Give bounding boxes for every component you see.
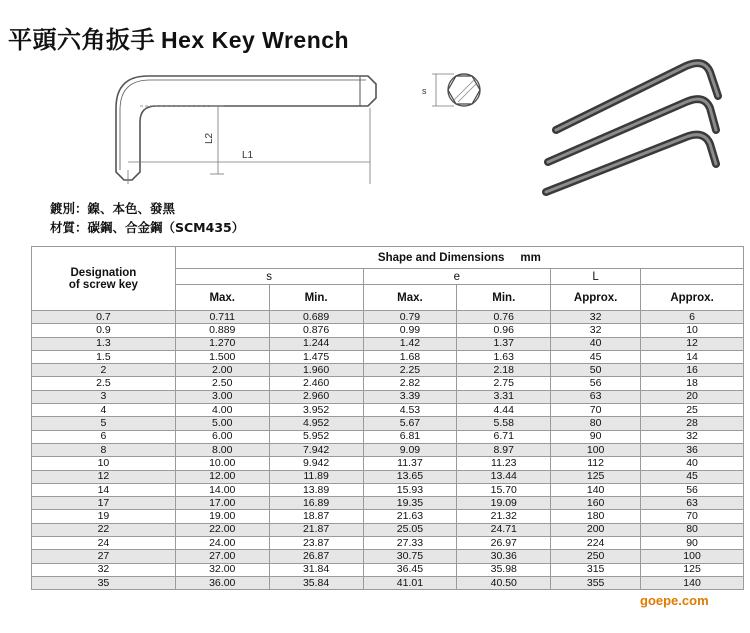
s-max-header: Max. — [175, 285, 269, 311]
plating-note: 鍍別：鎳、本色、發黑 — [50, 201, 176, 216]
table-cell: 30.36 — [457, 550, 551, 563]
table-cell: 32 — [32, 563, 176, 576]
e-min-header: Min. — [457, 285, 551, 311]
table-cell: 20 — [641, 390, 744, 403]
l1-approx-header: Approx. — [551, 285, 641, 311]
table-row — [32, 337, 744, 350]
table-cell: 0.7 — [32, 311, 176, 324]
table-cell: 2.460 — [269, 377, 363, 390]
table-cell: 50 — [551, 364, 641, 377]
hex-key-photo — [536, 52, 736, 202]
table-cell: 125 — [551, 470, 641, 483]
table-row — [32, 350, 744, 363]
table-cell: 17 — [32, 497, 176, 510]
table-cell: 5 — [32, 417, 176, 430]
table-cell: 40 — [641, 457, 744, 470]
table-cell: 24.71 — [457, 523, 551, 536]
table-cell: 10 — [32, 457, 176, 470]
table-cell: 70 — [551, 404, 641, 417]
watermark: goepe.com — [640, 593, 709, 608]
table-cell: 32 — [641, 430, 744, 443]
table-cell: 315 — [551, 563, 641, 576]
table-cell: 15.93 — [363, 483, 457, 496]
table-row — [32, 457, 744, 470]
table-cell: 28 — [641, 417, 744, 430]
table-cell: 27 — [32, 550, 176, 563]
table-cell: 250 — [551, 550, 641, 563]
table-cell: 15.70 — [457, 483, 551, 496]
table-row — [32, 364, 744, 377]
table-cell: 1.500 — [175, 350, 269, 363]
table-cell: 1.3 — [32, 337, 176, 350]
table-row — [32, 510, 744, 523]
table-cell: 11.37 — [363, 457, 457, 470]
table-cell: 16.89 — [269, 497, 363, 510]
table-cell: 14 — [641, 350, 744, 363]
table-cell: 6.71 — [457, 430, 551, 443]
table-row — [32, 324, 744, 337]
table-cell: 1.270 — [175, 337, 269, 350]
table-cell: 1.63 — [457, 350, 551, 363]
table-cell: 23.87 — [269, 537, 363, 550]
table-cell: 100 — [551, 443, 641, 456]
table-cell: 22.00 — [175, 523, 269, 536]
table-cell: 19 — [32, 510, 176, 523]
table-cell: 1.475 — [269, 350, 363, 363]
table-cell: 26.87 — [269, 550, 363, 563]
table-cell: 32 — [551, 311, 641, 324]
table-cell: 13.89 — [269, 483, 363, 496]
table-cell: 25 — [641, 404, 744, 417]
table-cell: 0.79 — [363, 311, 457, 324]
l-header: L — [551, 269, 641, 285]
table-cell: 0.876 — [269, 324, 363, 337]
table-cell: 5.00 — [175, 417, 269, 430]
table-cell: 30.75 — [363, 550, 457, 563]
table-cell: 24 — [32, 537, 176, 550]
table-cell: 4.44 — [457, 404, 551, 417]
table-row — [32, 537, 744, 550]
table-cell: 3.952 — [269, 404, 363, 417]
table-cell: 24.00 — [175, 537, 269, 550]
table-cell: 12 — [32, 470, 176, 483]
table-cell: 22 — [32, 523, 176, 536]
table-row — [32, 523, 744, 536]
table-cell: 3.39 — [363, 390, 457, 403]
table-cell: 12 — [641, 337, 744, 350]
designation-header: Designation of screw key — [32, 247, 176, 311]
table-cell: 63 — [551, 390, 641, 403]
table-row — [32, 563, 744, 576]
shape-dimensions-header: Shape and Dimensions mm — [175, 247, 743, 269]
table-cell: 14 — [32, 483, 176, 496]
table-row — [32, 576, 744, 589]
table-cell: 16 — [641, 364, 744, 377]
table-cell: 4 — [32, 404, 176, 417]
e-max-header: Max. — [363, 285, 457, 311]
table-cell: 9.942 — [269, 457, 363, 470]
table-cell: 31.84 — [269, 563, 363, 576]
table-cell: 14.00 — [175, 483, 269, 496]
table-cell: 2.82 — [363, 377, 457, 390]
hex-key-technical-drawing — [92, 62, 490, 192]
table-cell: 8.00 — [175, 443, 269, 456]
table-cell: 11.89 — [269, 470, 363, 483]
table-cell: 45 — [551, 350, 641, 363]
table-cell: 56 — [551, 377, 641, 390]
table-cell: 3 — [32, 390, 176, 403]
l2-approx-header: Approx. — [641, 285, 744, 311]
table-cell: 27.33 — [363, 537, 457, 550]
table-cell: 70 — [641, 510, 744, 523]
table-cell: 8.97 — [457, 443, 551, 456]
table-cell: 25.05 — [363, 523, 457, 536]
table-cell: 0.99 — [363, 324, 457, 337]
table-cell: 18.87 — [269, 510, 363, 523]
table-cell: 41.01 — [363, 576, 457, 589]
table-row — [32, 497, 744, 510]
table-row — [32, 483, 744, 496]
table-cell: 1.68 — [363, 350, 457, 363]
table-cell: 6.00 — [175, 430, 269, 443]
table-row — [32, 417, 744, 430]
table-body — [32, 311, 744, 590]
material-notes — [50, 199, 244, 237]
table-cell: 160 — [551, 497, 641, 510]
table-cell: 40.50 — [457, 576, 551, 589]
label-l2: L2 — [204, 132, 215, 144]
table-cell: 1.37 — [457, 337, 551, 350]
material-note: 材質：碳鋼、合金鋼（SCM435） — [50, 220, 245, 235]
table-row — [32, 311, 744, 324]
table-cell: 10.00 — [175, 457, 269, 470]
table-cell: 63 — [641, 497, 744, 510]
table-row — [32, 470, 744, 483]
table-cell: 32 — [551, 324, 641, 337]
table-cell: 112 — [551, 457, 641, 470]
page-title — [8, 20, 349, 55]
table-cell: 6 — [32, 430, 176, 443]
table-cell: 0.711 — [175, 311, 269, 324]
table-cell: 0.76 — [457, 311, 551, 324]
table-cell: 80 — [641, 523, 744, 536]
table-cell: 125 — [641, 563, 744, 576]
title-chinese: 平頭六角扳手 — [8, 26, 155, 54]
table-row — [32, 404, 744, 417]
table-row — [32, 377, 744, 390]
table-cell: 6.81 — [363, 430, 457, 443]
table-cell: 0.889 — [175, 324, 269, 337]
table-cell: 12.00 — [175, 470, 269, 483]
s-header: s — [175, 269, 363, 285]
table-cell: 200 — [551, 523, 641, 536]
table-cell: 5.952 — [269, 430, 363, 443]
table-cell: 1.244 — [269, 337, 363, 350]
table-row — [32, 550, 744, 563]
table-cell: 0.689 — [269, 311, 363, 324]
title-english: Hex Key Wrench — [161, 27, 350, 53]
table-cell: 90 — [641, 537, 744, 550]
table-cell: 13.44 — [457, 470, 551, 483]
table-cell: 80 — [551, 417, 641, 430]
table-cell: 19.00 — [175, 510, 269, 523]
table-cell: 0.96 — [457, 324, 551, 337]
table-cell: 8 — [32, 443, 176, 456]
s-min-header: Min. — [269, 285, 363, 311]
table-cell: 35.98 — [457, 563, 551, 576]
table-cell: 2 — [32, 364, 176, 377]
table-cell: 26.97 — [457, 537, 551, 550]
table-cell: 27.00 — [175, 550, 269, 563]
table-cell: 1.5 — [32, 350, 176, 363]
table-cell: 36.45 — [363, 563, 457, 576]
table-cell: 2.00 — [175, 364, 269, 377]
table-cell: 19.35 — [363, 497, 457, 510]
table-cell: 2.5 — [32, 377, 176, 390]
table-cell: 224 — [551, 537, 641, 550]
table-cell: 40 — [551, 337, 641, 350]
table-cell: 17.00 — [175, 497, 269, 510]
table-cell: 21.87 — [269, 523, 363, 536]
table-cell: 35.84 — [269, 576, 363, 589]
table-cell: 21.63 — [363, 510, 457, 523]
blank-header — [641, 269, 744, 285]
table-cell: 36.00 — [175, 576, 269, 589]
table-cell: 5.67 — [363, 417, 457, 430]
label-l1: L1 — [242, 150, 254, 161]
table-cell: 32.00 — [175, 563, 269, 576]
table-cell: 2.50 — [175, 377, 269, 390]
table-cell: 2.75 — [457, 377, 551, 390]
table-cell: 140 — [641, 576, 744, 589]
table-cell: 5.58 — [457, 417, 551, 430]
table-cell: 1.960 — [269, 364, 363, 377]
table-cell: 2.960 — [269, 390, 363, 403]
table-cell: 3.31 — [457, 390, 551, 403]
table-cell: 7.942 — [269, 443, 363, 456]
table-cell: 180 — [551, 510, 641, 523]
label-s: s — [422, 86, 427, 96]
table-cell: 355 — [551, 576, 641, 589]
table-cell: 6 — [641, 311, 744, 324]
table-cell: 11.23 — [457, 457, 551, 470]
table-cell: 19.09 — [457, 497, 551, 510]
table-cell: 9.09 — [363, 443, 457, 456]
table-cell: 0.9 — [32, 324, 176, 337]
table-cell: 35 — [32, 576, 176, 589]
table-cell: 13.65 — [363, 470, 457, 483]
table-cell: 140 — [551, 483, 641, 496]
table-cell: 2.18 — [457, 364, 551, 377]
table-cell: 4.53 — [363, 404, 457, 417]
table-cell: 3.00 — [175, 390, 269, 403]
table-cell: 21.32 — [457, 510, 551, 523]
table-cell: 1.42 — [363, 337, 457, 350]
table-cell: 90 — [551, 430, 641, 443]
e-header: e — [363, 269, 551, 285]
table-cell: 36 — [641, 443, 744, 456]
table-cell: 2.25 — [363, 364, 457, 377]
dimensions-table — [31, 246, 744, 590]
table-row — [32, 443, 744, 456]
table-cell: 100 — [641, 550, 744, 563]
table-cell: 4.952 — [269, 417, 363, 430]
table-cell: 10 — [641, 324, 744, 337]
table-row — [32, 390, 744, 403]
table-cell: 18 — [641, 377, 744, 390]
table-cell: 56 — [641, 483, 744, 496]
table-row — [32, 430, 744, 443]
table-cell: 4.00 — [175, 404, 269, 417]
table-cell: 45 — [641, 470, 744, 483]
